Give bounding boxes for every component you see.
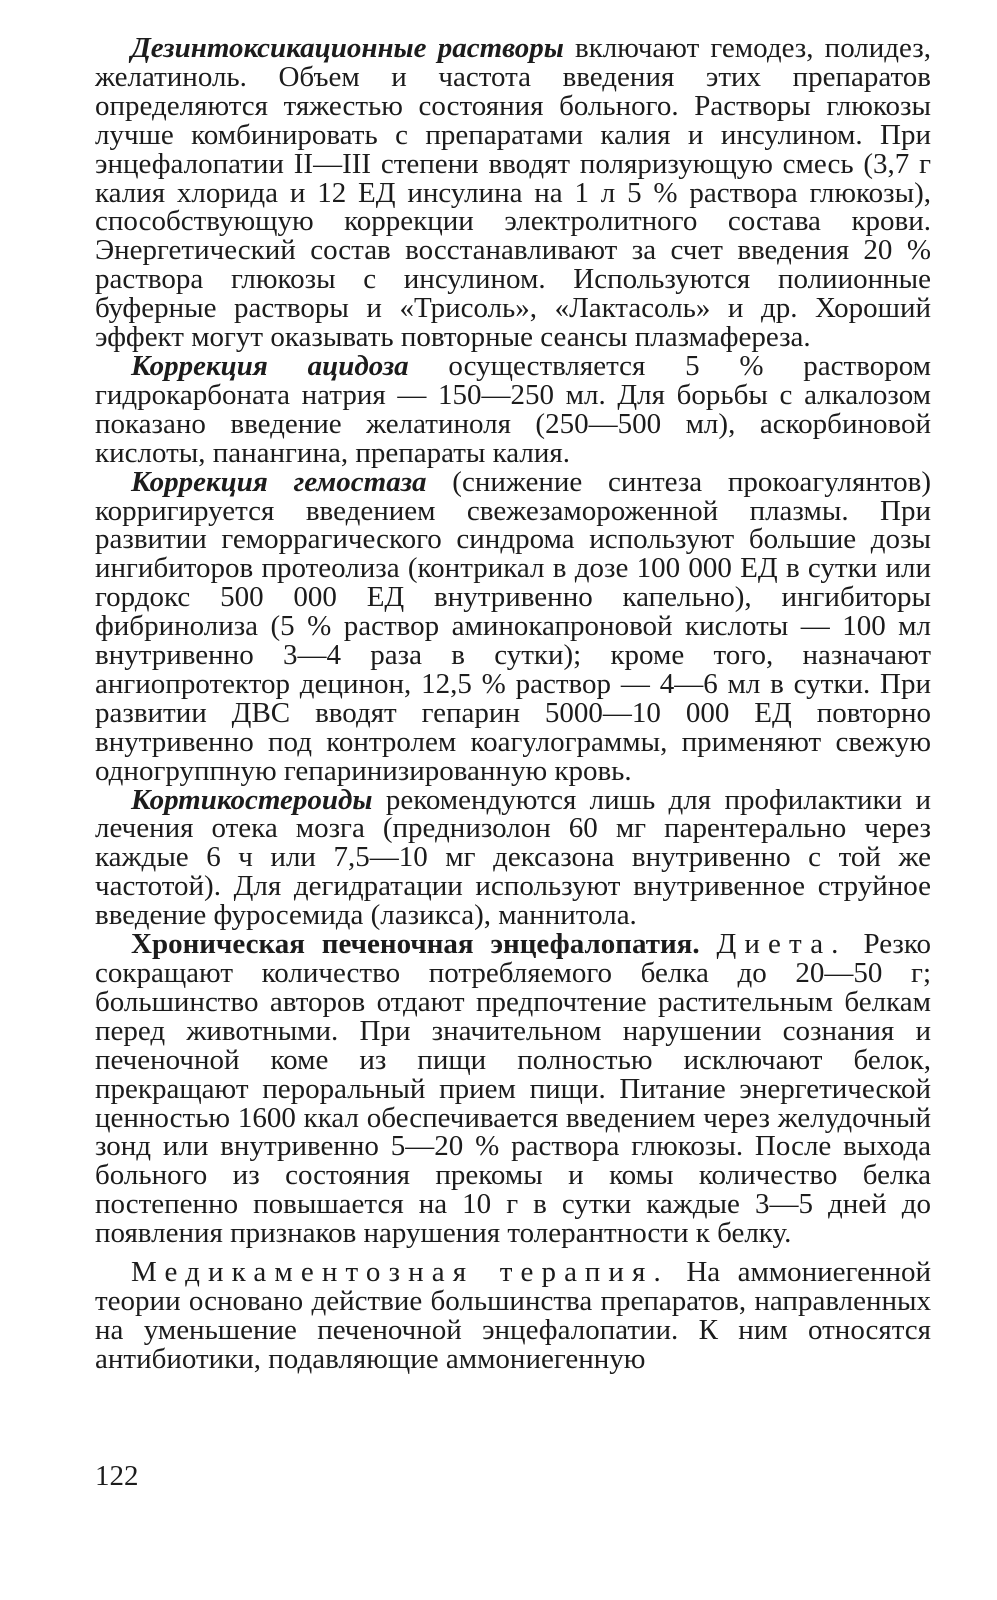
paragraph-hemostasis-text: (снижение синтеза прокоагулянтов) корригируется введением свежезамороженной плазмы. При развитии геморрагического синдрома используют большие дозы ингибиторов протеолиза (контрикал в дозе 100 000 ЕД в сутки или гордокс 500 000 ЕД внутривенно капельно), ингибиторы фибринолиза (5 % раствор аминокапроновой кислоты — 100 мл внутривенно 3—4 раза в сутки); кроме того, назначают ангиопротектор децинон, 12,5 % раствор — 4—6 мл в сутки. При развитии ДВС вводят гепарин 5000—10 000 ЕД повторно внутривенно под контролем коагулограммы, применяют свежую одногруппную гепаринизированную кровь. <box>95 465 932 787</box>
paragraph-detox <box>95 34 931 352</box>
paragraph-detox-text: включают гемодез, полидез, желатиноль. Объем и частота введения этих препаратов определяются тяжестью состояния больного. Растворы глюкозы лучше комбинировать с препаратами калия и инсулином. При энцефалопатии II—III степени вводят поляризующую смесь (3,7 г калия хлорида и 12 ЕД инсулина на 1 л 5 % раствора глюкозы), способствующую коррекции электролитного состава крови. Энергетический состав восстанавливают за счет введения 20 % раствора глюкозы с инсулином. Используются полиионные буферные растворы и «Трисоль», «Лактасоль» и др. Хороший эффект могут оказывать повторные сеансы плазмафереза. <box>95 32 931 354</box>
paragraph-chronic-encephalopathy-text: Резко сокращают количество потребляемого белка до 20—50 г; большинство авторов отдают предпочтение растительным белкам перед животными. При значительном нарушении сознания и печеночной коме из пищи полностью исключают белок, прекращают пероральный прием пищи. Питание энергетической ценностью 1600 ккал обеспечивается введением через желудочный зонд или внутривенно 5—20 % раствора глюкозы. После выхода больного из состояния прекомы и комы количество белка постепенно повышается на 10 г в сутки каждые 3—5 дней до появления признаков нарушения толерантности к белку. <box>95 928 932 1250</box>
paragraph-hemostasis <box>95 465 932 787</box>
term-corticosteroids: Кортикостероиды <box>131 783 373 816</box>
paragraph-acidosis-text: осуществляется 5 % раствором гидрокарбоната натрия — 150—250 мл. Для борьбы с алкалозом показано введение желатиноля (250—500 мл), аскорбиновой кислоты, панангина, препараты калия. <box>95 349 932 469</box>
paragraph-drug-therapy <box>95 1258 931 1374</box>
heading-chronic-encephalopathy: Хроническая печеночная энцефалопатия. <box>131 928 700 961</box>
term-hemostasis-correction: Коррекция гемостаза <box>131 465 427 498</box>
page-number: 122 <box>95 1460 139 1492</box>
paragraph-corticosteroids <box>95 783 931 932</box>
paragraph-chronic-encephalopathy <box>95 930 931 1248</box>
subheading-drug-therapy: Медикаментозная терапия. <box>131 1256 669 1289</box>
term-detox-solutions: Дезинтоксикационные растворы <box>131 32 564 64</box>
subheading-diet: Диета. <box>716 928 847 961</box>
term-acidosis-correction: Коррекция ацидоза <box>131 349 409 382</box>
paragraph-corticosteroids-text: рекомендуются лишь для профилактики и лечения отека мозга (преднизолон 60 мг парентерально через каждые 6 ч или 7,5—10 мг дексазона внутривенно с той же частотой). Для дегидратации используют внутривенное струйное введение фуросемида (лазикса), маннитола. <box>95 783 931 932</box>
page-body <box>95 34 931 1374</box>
paragraph-drug-therapy-text: На аммониегенной теории основано действие большинства препаратов, направленных на уменьшение печеночной энцефалопатии. К ним относятся антибиотики, подавляющие аммониегенную <box>95 1256 931 1375</box>
paragraph-acidosis <box>95 349 932 469</box>
